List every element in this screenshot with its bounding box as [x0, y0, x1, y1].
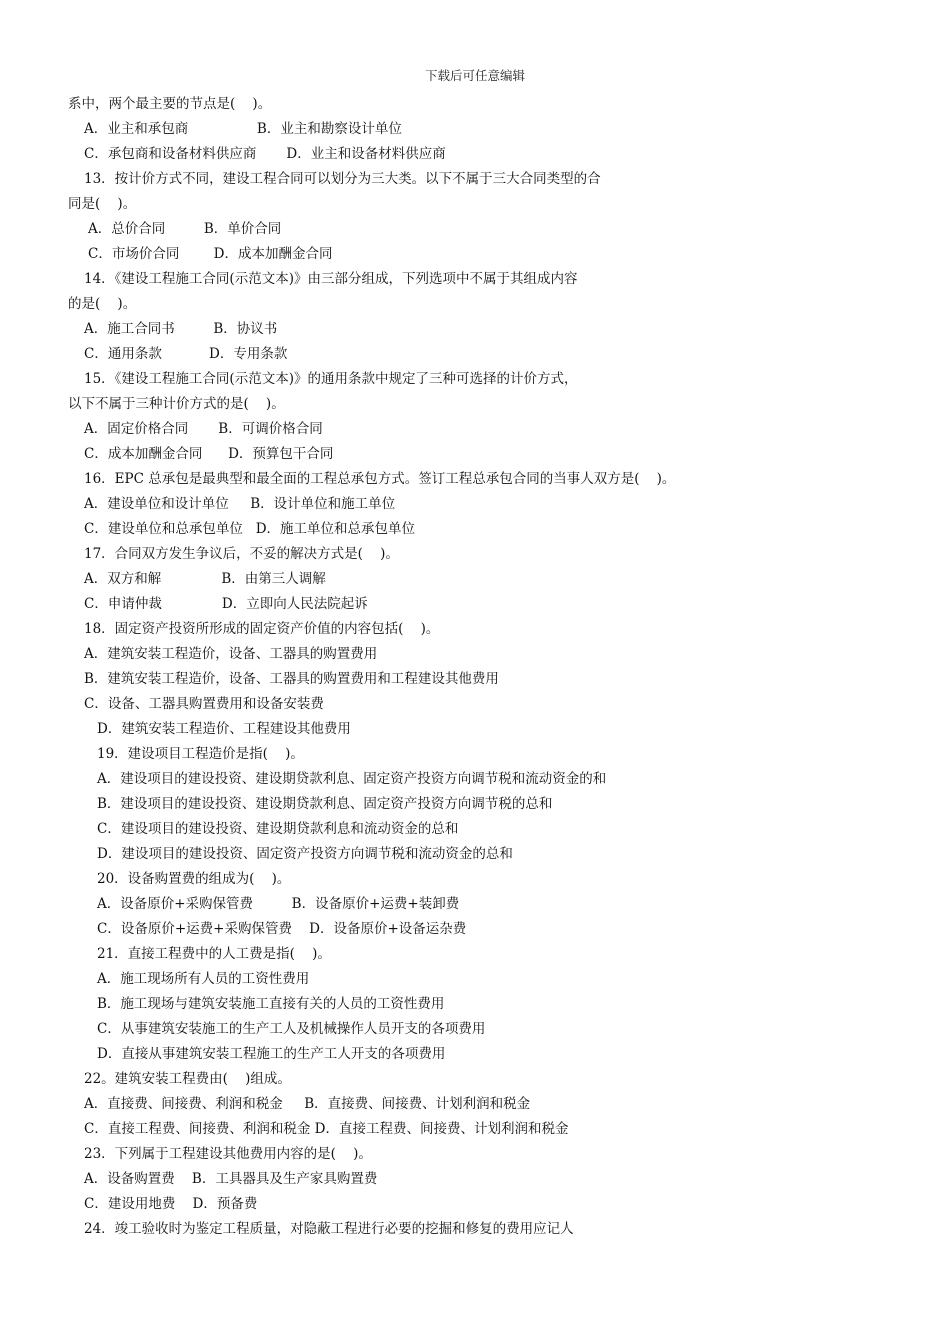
option-line: A．设备购置费 B．工具器具及生产家具购置费 [84, 1171, 378, 1187]
option-line: B．施工现场与建筑安装施工直接有关的人员的工资性费用 [97, 996, 445, 1012]
option-line: C．申请仲裁 D．立即向人民法院起诉 [84, 596, 368, 612]
option-line: A．双方和解 B．由第三人调解 [84, 571, 326, 587]
question-line: 23．下列属于工程建设其他费用内容的是( )。 [84, 1146, 372, 1162]
page-header: 下载后可任意编辑 [424, 68, 525, 83]
option-line: D．建筑安装工程造价、工程建设其他费用 [97, 721, 351, 737]
option-line: C．成本加酬金合同 D．预算包干合同 [84, 446, 334, 462]
option-line: A．设备原价+采购保管费 B．设备原价+运费+装卸费 [97, 896, 460, 912]
option-line: A．固定价格合同 B．可调价格合同 [84, 421, 323, 437]
option-line: C．建设单位和总承包单位 D．施工单位和总承包单位 [84, 521, 416, 537]
option-line: A．建设单位和设计单位 B．设计单位和施工单位 [84, 496, 396, 512]
option-line: C．通用条款 D．专用条款 [84, 346, 288, 362]
text-line: 系中，两个最主要的节点是( )。 [68, 96, 272, 112]
option-line: A．施工现场所有人员的工资性费用 [97, 971, 310, 987]
option-line: A．业主和承包商 B．业主和勘察设计单位 [84, 121, 402, 137]
question-line: 18．固定资产投资所形成的固定资产价值的内容包括( )。 [84, 621, 440, 637]
option-line: A．施工合同书 B．协议书 [84, 321, 278, 337]
question-line: 15．《建设工程施工合同(示范文本)》的通用条款中规定了三种可选择的计价方式， [84, 371, 578, 387]
option-line: C．从事建筑安装施工的生产工人及机械操作人员开支的各项费用 [97, 1021, 486, 1037]
option-line: C．直接工程费、间接费、利润和税金 D．直接工程费、间接费、计划利润和税金 [84, 1121, 569, 1137]
option-line: C．市场价合同 D．成本加酬金合同 [88, 246, 333, 262]
question-line: 22。建筑安装工程费由( )组成。 [84, 1071, 291, 1087]
question-line: 16．EPC 总承包是最典型和最全面的工程总承包方式。签订工程总承包合同的当事人双方是( )。 [84, 471, 676, 487]
question-line: 24．竣工验收时为鉴定工程质量，对隐蔽工程进行必要的挖掘和修复的费用应记人 [84, 1221, 574, 1237]
option-line: B．建设项目的建设投资、建设期贷款利息、固定资产投资方向调节税的总和 [97, 796, 553, 812]
option-line: D．建设项目的建设投资、固定资产投资方向调节税和流动资金的总和 [97, 846, 513, 862]
option-line: A．总价合同 B．单价合同 [88, 221, 282, 237]
question-line: 14．《建设工程施工合同(示范文本)》由三部分组成，下列选项中不属于其组成内容 [84, 271, 578, 287]
option-line: C．建设项目的建设投资、建设期贷款利息和流动资金的总和 [97, 821, 459, 837]
text-line: 同是( )。 [68, 196, 137, 212]
option-line: C．设备、工器具购置费用和设备安装费 [84, 696, 324, 712]
option-line: D．直接从事建筑安装工程施工的生产工人开支的各项费用 [97, 1046, 446, 1062]
question-line: 17．合同双方发生争议后，不妥的解决方式是( )。 [84, 546, 399, 562]
option-line: C．承包商和设备材料供应商 D．业主和设备材料供应商 [84, 146, 446, 162]
option-line: A．建筑安装工程造价，设备、工器具的购置费用 [84, 646, 378, 662]
question-line: 20．设备购置费的组成为( )。 [97, 871, 291, 887]
question-line: 21．直接工程费中的人工费是指( )。 [97, 946, 331, 962]
text-line: 的是( )。 [68, 296, 137, 312]
option-line: C．设备原价+运费+采购保管费 D．设备原价+设备运杂费 [97, 921, 467, 937]
option-line: A．建设项目的建设投资、建设期贷款利息、固定资产投资方向调节税和流动资金的和 [97, 771, 607, 787]
option-line: A．直接费、间接费、利润和税金 B．直接费、间接费、计划利润和税金 [84, 1096, 531, 1112]
text-line: 以下不属于三种计价方式的是( )。 [68, 396, 285, 412]
question-line: 13．按计价方式不同，建设工程合同可以划分为三大类。以下不属于三大合同类型的合 [84, 171, 601, 187]
option-line: B．建筑安装工程造价，设备、工器具的购置费用和工程建设其他费用 [84, 671, 499, 687]
option-line: C．建设用地费 D．预备费 [84, 1196, 258, 1212]
question-line: 19．建设项目工程造价是指( )。 [97, 746, 304, 762]
